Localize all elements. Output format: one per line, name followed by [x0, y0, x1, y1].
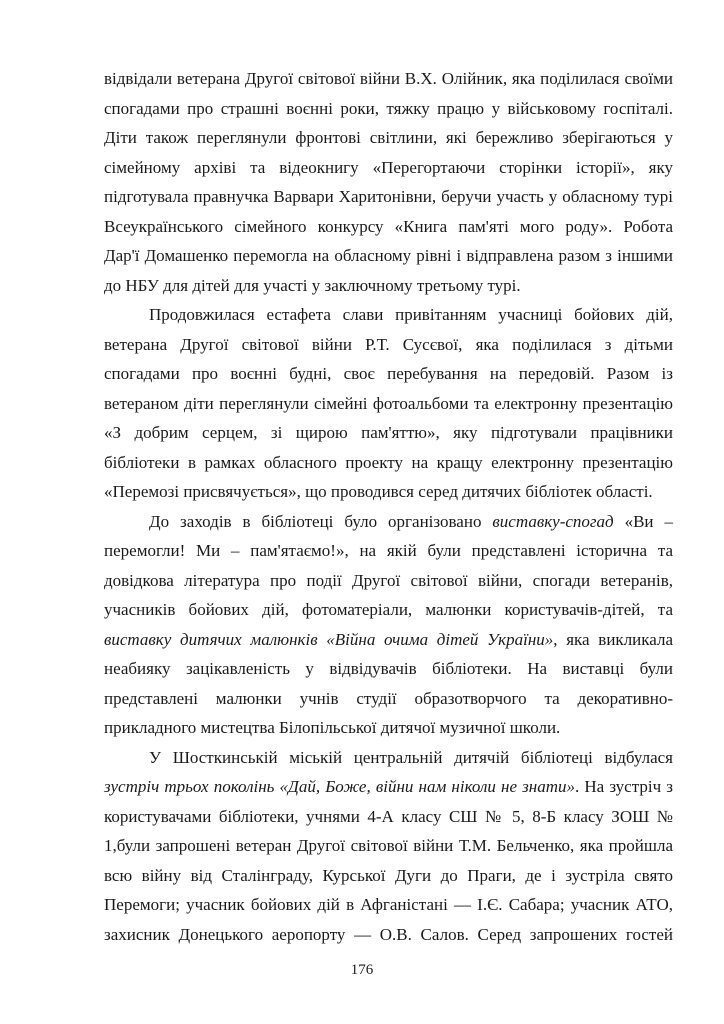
text-line: бібліотеки в рамках обласного проекту на кращу електронну презентацію [104, 452, 673, 472]
text-line: спогадами про страшні воєнні роки, тяжку працю у військовому госпіталі. [104, 98, 673, 118]
text-line: до НБУ для дітей для участі у заключному третьому турі. [104, 275, 521, 295]
text-line: ветераном діти переглянули сімейні фотоальбоми та електронну презентацію [104, 393, 673, 413]
italic-run: виставку-спогад [492, 511, 614, 531]
text-line: захисник Донецького аеропорту — О.В. Салов. Серед запрошених гостей [104, 924, 673, 944]
paragraph [104, 743, 673, 950]
text-line: перемогли! Ми – пам'ятаємо!», на якій були представлені історична та [104, 541, 673, 560]
paragraph [104, 507, 673, 743]
text-line: представлені малюнки учнів студії образотворчого та декоративно- [104, 688, 673, 708]
text-line: відвідали ветерана Другої світової війни В.Х. Олійник, яка поділилася своїми [104, 69, 673, 88]
text-line: Перемоги; учасник бойових дій в Афганістані — І.Є. Сабара; учасник АТО, [104, 895, 673, 914]
text-line: підготувала правнучка Варвари Харитонівни, беручи участь у обласному турі [104, 187, 673, 206]
text-line: «Перемозі присвячується», що проводився серед дитячих бібліотек області. [104, 482, 653, 501]
text-run: «Ви – [613, 511, 673, 531]
text-line: ветерана Другої світової війни Р.Т. Сусєвої, яка поділилася з дітьми [104, 334, 673, 354]
text-line: Продовжилася естафета слави привітанням учасниці бойових дій, [149, 305, 673, 324]
text-line [104, 507, 673, 537]
text-line: спогадами про воєнні будні, своє перебування на передовій. Разом із [104, 364, 673, 383]
text-line: всю війну від Сталінграду, Курської Дуги до Праги, де і зустріла свято [104, 865, 673, 885]
text-line: прикладного мистецтва Білопільської дитячої музичної школи. [104, 718, 561, 737]
text-line: Дар'ї Домашенко перемогла на обласному рівні і відправлена разом з іншими [104, 246, 673, 265]
paragraph [104, 64, 673, 300]
text-line: довідкова література про події Другої світової війни, спогади ветеранів, [104, 570, 673, 590]
text-line: сімейному архіві та відеокнигу «Перегортаючи сторінки історії», яку [104, 157, 673, 177]
text-line: Всеукраїнського сімейного конкурсу «Книга пам'яті мого роду». Робота [104, 216, 673, 236]
page-number: 176 [350, 962, 374, 978]
text-line: 1,були запрошені ветеран Другої світової війни Т.М. Бельченко, яка пройшла [104, 836, 673, 855]
italic-run: виставку дитячих малюнків «Війна очима дітей України» [104, 629, 554, 649]
text-line: неабияку зацікавленість у відвідувачів бібліотеки. На виставці були [104, 659, 673, 678]
text-line: «З добрим серцем, зі щирою пам'яттю», яку підготували працівники [104, 423, 673, 442]
text-line [104, 625, 673, 655]
text-run: До заходів в бібліотеці було організовано [149, 511, 493, 531]
italic-run: зустріч трьох поколінь «Дай, Боже, війни нам ніколи не знати» [104, 777, 575, 796]
text-line: У Шосткинській міській центральній дитячій бібліотеці відбулася [149, 747, 673, 767]
paragraph [104, 300, 673, 507]
text-line: учасників бойових дій, фотоматеріали, малюнки користувачів-дітей, та [104, 600, 673, 619]
text-line: Діти також переглянули фронтові світлини, які бережливо зберігаються у [104, 128, 673, 147]
text-line: користувачами бібліотеки, учнями 4-А класу СШ № 5, 8-Б класу ЗОШ № [104, 806, 673, 826]
text-run: . На зустріч з [574, 777, 673, 796]
body-text [104, 64, 673, 949]
text-line [104, 772, 673, 802]
text-run: , яка викликала [553, 629, 673, 649]
